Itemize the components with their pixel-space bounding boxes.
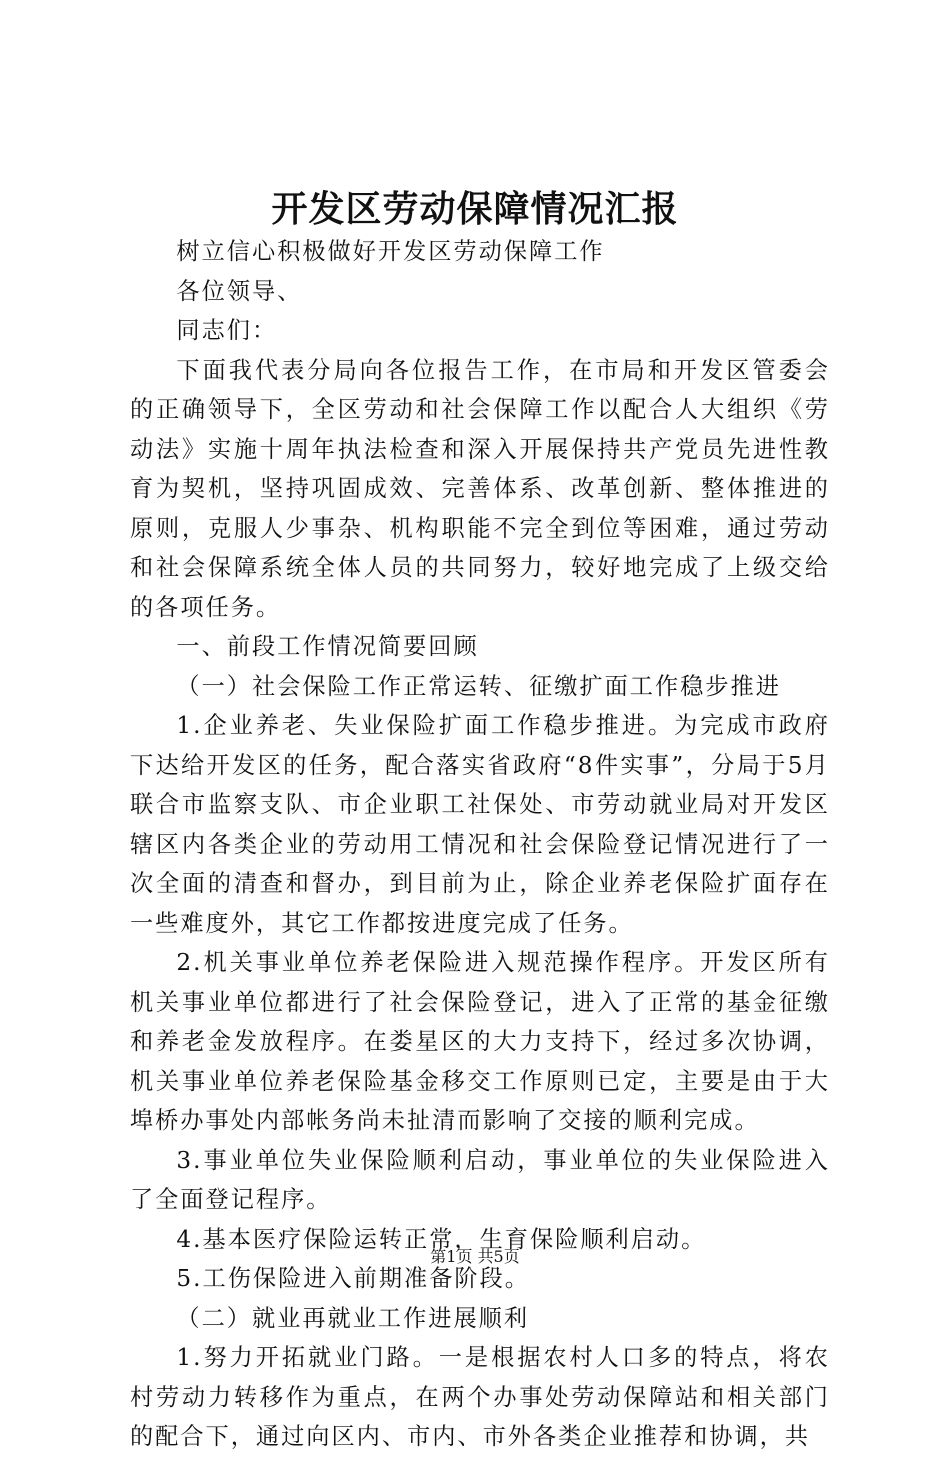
salutation-line-2: 同志们： [176,317,278,344]
document-body [130,232,830,1457]
salutation-line-1: 各位领导、 [176,277,303,305]
list-item-1: 1.企业养老、失业保险扩面工作稳步推进。为完成市政府下达给开发区的任务，配合落实省政府“8件实事”，分局于5月联合市监察支队、市企业职工社保处、市劳动就业局对开发区辖区内各类企业的劳动用工情况和社会保险登记情况进行了一次全面的清查和督办，到目前为止，除企业养老保险扩面存在一些难度外，其它工作都按进度完成了任务。 [130,712,830,937]
list-item-2: 2.机关事业单位养老保险进入规范操作程序。开发区所有机关事业单位都进行了社会保险登记，进入了正常的基金征缴和养老金发放程序。在娄星区的大力支持下，经过多次协调，机关事业单位养老保险基金移交工作原则已定，主要是由于大埠桥办事处内部帐务尚未扯清而影响了交接的顺利完成。 [130,949,830,1134]
list-item-6: 1.努力开拓就业门路。一是根据农村人口多的特点，将农村劳动力转移作为重点，在两个办事处劳动保障站和相关部门的配合下，通过向区内、市内、市外各类企业推荐和协调，共 [130,1344,830,1450]
intro-paragraph: 下面我代表分局向各位报告工作，在市局和开发区管委会的正确领导下，全区劳动和社会保障工作以配合人大组织《劳动法》实施十周年执法检查和深入开展保持共产党员先进性教育为契机，坚持巩固成效、完善体系、改革创新、整体推进的原则，克服人少事杂、机构职能不完全到位等困难，通过劳动和社会保障系统全体人员的共同努力，较好地完成了上级交给的各项任务。 [130,356,830,621]
subsection-heading-2: （二）就业再就业工作进展顺利 [176,1304,530,1332]
section-heading-1: 一、前段工作情况简要回顾 [176,633,479,660]
subsection-heading-1: （一）社会保险工作正常运转、征缴扩面工作稳步推进 [176,672,781,700]
document-title: 开发区劳动保障情况汇报 [271,188,679,230]
list-item-4: 4.基本医疗保险运转正常，生育保险顺利启动。 [176,1225,707,1253]
list-item-5: 5.工伤保险进入前期准备阶段。 [176,1265,530,1292]
subtitle-paragraph: 树立信心积极做好开发区劳动保障工作 [176,238,605,265]
list-item-3: 3.事业单位失业保险顺利启动，事业单位的失业保险进入了全面登记程序。 [130,1146,830,1213]
page-number-footer: 第1页 共5页 [430,1247,520,1266]
